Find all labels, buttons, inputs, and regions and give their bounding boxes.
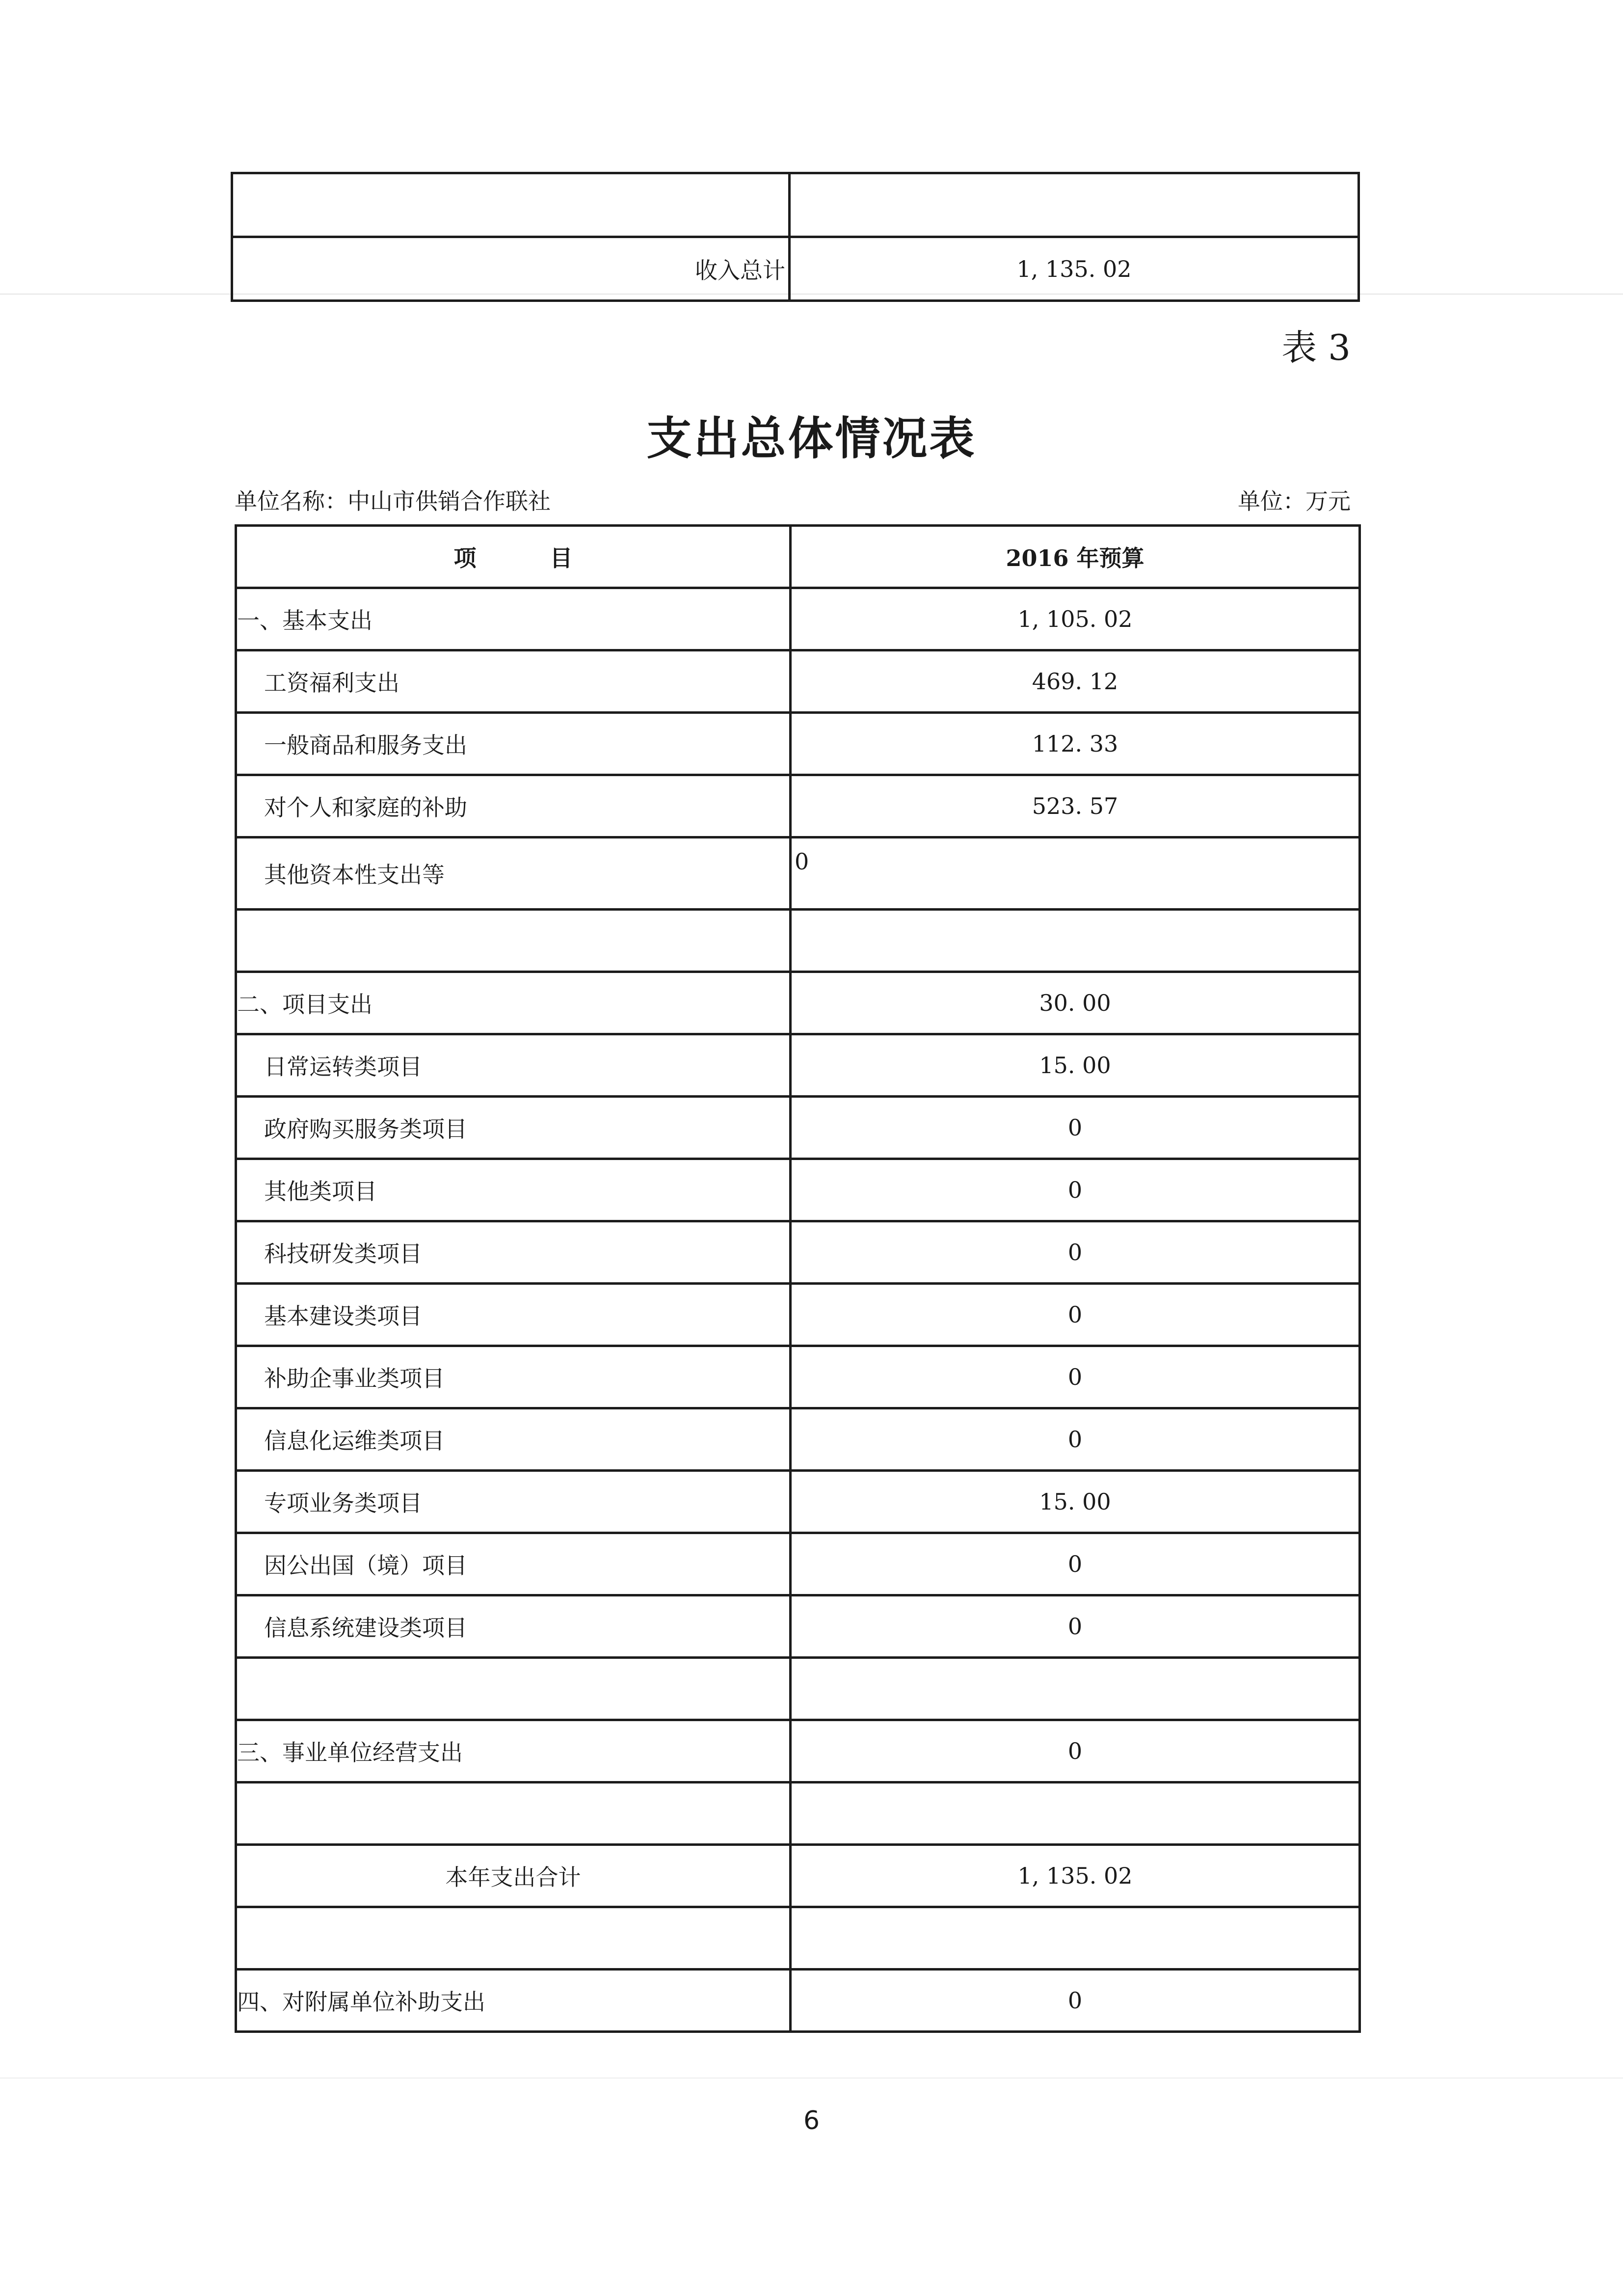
row-label: 信息化运维类项目: [236, 1408, 791, 1471]
table-header-row: [236, 526, 1360, 588]
income-total-label: 收入总计: [232, 237, 790, 301]
table-row: [236, 775, 1360, 837]
row-label: 因公出国（境）项目: [236, 1533, 791, 1595]
row-value: 0: [791, 1720, 1360, 1783]
row-label: [236, 1658, 791, 1720]
row-label: 三、事业单位经营支出: [236, 1720, 791, 1783]
table-row: [232, 173, 1359, 237]
row-value: 15. 00: [791, 1471, 1360, 1533]
row-value: 0: [791, 1408, 1360, 1471]
table-row: [236, 972, 1360, 1034]
row-label: 对个人和家庭的补助: [236, 775, 791, 837]
table-row: [236, 588, 1360, 650]
row-value: [791, 1658, 1360, 1720]
row-value: 15. 00: [791, 1034, 1360, 1097]
table-row: [236, 1595, 1360, 1658]
row-value: [790, 173, 1359, 237]
page-number: 6: [803, 2106, 820, 2135]
row-label: [232, 173, 790, 237]
table-row: [236, 713, 1360, 775]
row-label: 专项业务类项目: [236, 1471, 791, 1533]
table-row: [236, 1907, 1360, 1970]
table-row: [236, 1284, 1360, 1346]
row-value: 523. 57: [791, 775, 1360, 837]
annual-total-label: 本年支出合计: [236, 1845, 791, 1907]
header-budget: 2016 年预算: [791, 526, 1360, 588]
header-item: [236, 526, 791, 588]
row-value: 0: [791, 1284, 1360, 1346]
row-value: 0: [791, 1595, 1360, 1658]
row-label: [236, 1783, 791, 1845]
table-row: [236, 1159, 1360, 1221]
row-label: 四、对附属单位补助支出: [236, 1970, 791, 2032]
row-value: 0: [791, 1097, 1360, 1159]
row-value: 469. 12: [791, 650, 1360, 713]
table-row: [236, 1346, 1360, 1408]
row-value: 30. 00: [791, 972, 1360, 1034]
table-row: [236, 650, 1360, 713]
income-total-value: 1, 135. 02: [790, 237, 1359, 301]
row-label: [236, 1907, 791, 1970]
table-row: [236, 1034, 1360, 1097]
row-label: 二、项目支出: [236, 972, 791, 1034]
row-value: [791, 910, 1360, 972]
table-row: [236, 1471, 1360, 1533]
row-label: 工资福利支出: [236, 650, 791, 713]
table-number: 表 3: [1281, 327, 1351, 368]
scan-artifact-line: [0, 2078, 1623, 2079]
row-value: [791, 1907, 1360, 1970]
annual-total-value: 1, 135. 02: [791, 1845, 1360, 1907]
table-row: [236, 1221, 1360, 1284]
income-total-table: [231, 172, 1360, 302]
table-row: [232, 237, 1359, 301]
row-value: 0: [791, 1346, 1360, 1408]
table-row: [236, 1658, 1360, 1720]
header-item-b: 目: [550, 545, 573, 571]
row-value: 0: [791, 837, 1360, 910]
table-row: [236, 1845, 1360, 1907]
header-item-a: 项: [453, 545, 477, 571]
row-label: 科技研发类项目: [236, 1221, 791, 1284]
row-value: 0: [791, 1533, 1360, 1595]
expenditure-table: [235, 524, 1361, 2033]
page-title: 支出总体情况表: [646, 412, 977, 465]
row-label: 政府购买服务类项目: [236, 1097, 791, 1159]
row-value: 1, 105. 02: [791, 588, 1360, 650]
table-row: [236, 1783, 1360, 1845]
table-row: [236, 910, 1360, 972]
row-value: 0: [791, 1159, 1360, 1221]
row-label: 补助企事业类项目: [236, 1346, 791, 1408]
row-label: 其他资本性支出等: [236, 837, 791, 910]
row-value: 0: [791, 1970, 1360, 2032]
row-label: 信息系统建设类项目: [236, 1595, 791, 1658]
table-row: [236, 1970, 1360, 2032]
table-row: [236, 837, 1360, 910]
table-row: [236, 1097, 1360, 1159]
row-label: [236, 910, 791, 972]
row-value: 0: [791, 1221, 1360, 1284]
table-row: [236, 1533, 1360, 1595]
row-value: 112. 33: [791, 713, 1360, 775]
row-label: 一般商品和服务支出: [236, 713, 791, 775]
row-label: 基本建设类项目: [236, 1284, 791, 1346]
row-label: 日常运转类项目: [236, 1034, 791, 1097]
row-label: 其他类项目: [236, 1159, 791, 1221]
table-row: [236, 1408, 1360, 1471]
row-label: 一、基本支出: [236, 588, 791, 650]
row-value: [791, 1783, 1360, 1845]
table-row: [236, 1720, 1360, 1783]
unit-label: 单位：万元: [1238, 488, 1351, 514]
unit-name: 单位名称：中山市供销合作联社: [235, 488, 551, 514]
